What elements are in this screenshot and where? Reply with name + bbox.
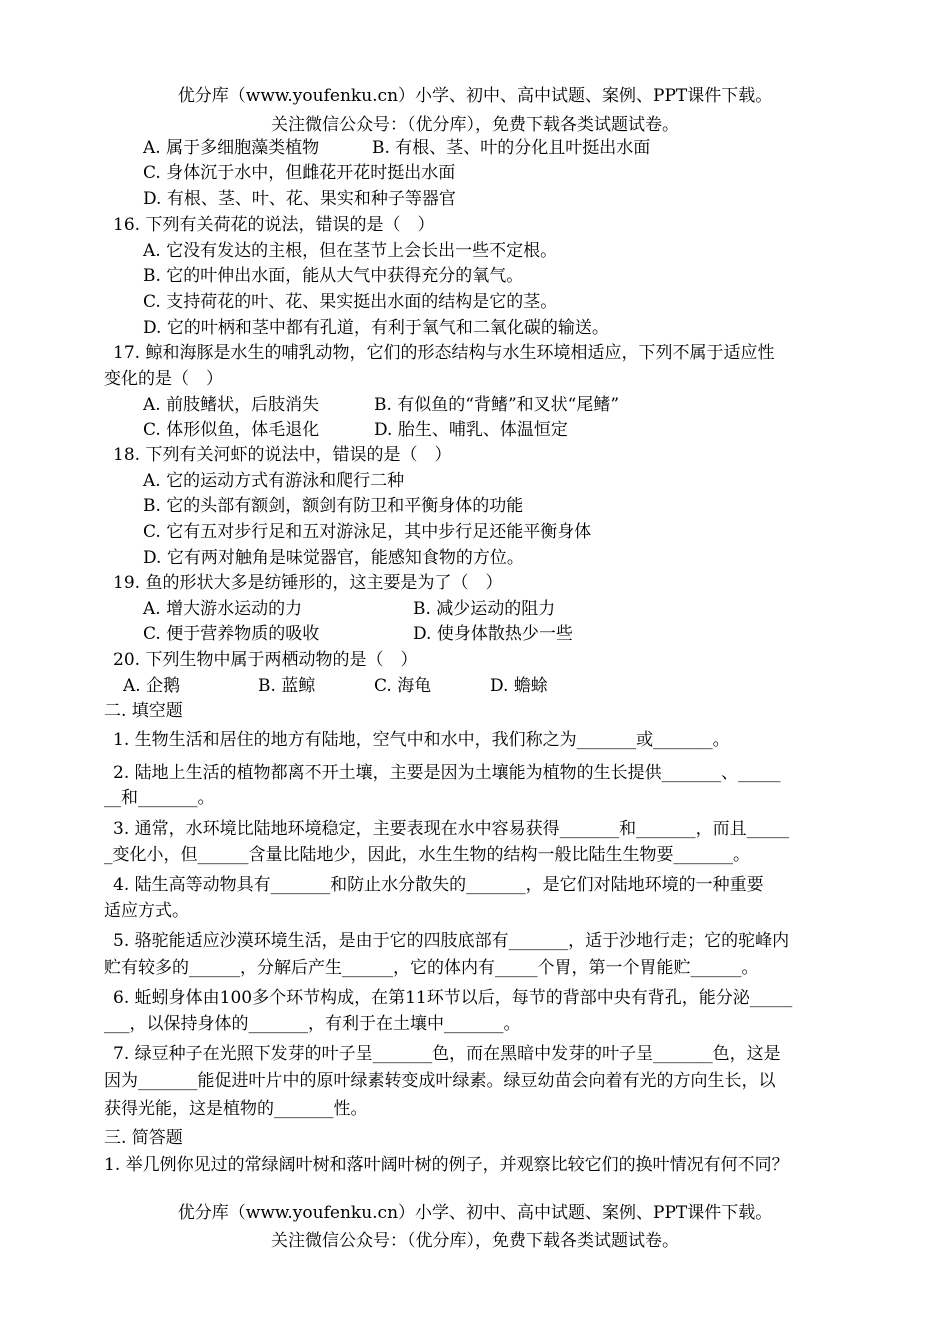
q16-option-b: B. 它的叶伸出水面，能从大气中获得充分的氧气。: [143, 266, 524, 286]
fill-7-line-3: 获得光能，这是植物的_______性。: [104, 1099, 368, 1119]
q19-option-b: B. 减少运动的阻力: [413, 599, 556, 619]
q17-option-a: A. 前肢鳍状，后肢消失: [143, 395, 320, 415]
fill-2-line-2: __和_______。: [104, 788, 215, 808]
fill-7-line-2: 因为_______能促进叶片中的原叶绿素转变成叶绿素。绿豆幼苗会向着有光的方向生长，以: [104, 1071, 776, 1091]
fill-6-line-1: 6. 蚯蚓身体由100多个环节构成，在第11环节以后，每节的背部中央有背孔，能分泌_____: [113, 988, 793, 1008]
header-line-2: 关注微信公众号：（优分库），免费下载各类试题试卷。: [271, 115, 679, 135]
q20-option-d: D. 蟾蜍: [490, 676, 548, 696]
q16-option-c: C. 支持荷花的叶、花、果实挺出水面的结构是它的茎。: [143, 292, 558, 312]
q15-option-d: D. 有根、茎、叶、花、果实和种子等器官: [143, 189, 456, 209]
fill-5-line-2: 贮有较多的______，分解后产生______，它的体内有_____个胃，第一个胃能贮______。: [104, 958, 759, 978]
q19-options-row-2: [143, 622, 573, 646]
q19-options-row-1: [143, 597, 555, 621]
q15-option-a: A. 属于多细胞藻类植物: [143, 138, 320, 158]
q20-option-c: C. 海龟: [374, 676, 432, 696]
q17-stem-line-2: 变化的是（ ）: [104, 369, 223, 389]
q15-option-c: C. 身体沉于水中，但雌花开花时挺出水面: [143, 163, 456, 183]
q18-option-b: B. 它的头部有额剑，额剑有防卫和平衡身体的功能: [143, 496, 524, 516]
fill-4-line-2: 适应方式。: [104, 901, 189, 921]
section-3-heading: 三. 简答题: [104, 1128, 183, 1148]
q18-stem: 18. 下列有关河虾的说法中，错误的是（ ）: [113, 445, 452, 465]
fill-5-line-1: 5. 骆驼能适应沙漠环境生活，是由于它的四肢底部有_______，适于沙地行走；它的驼峰内: [113, 931, 790, 951]
fill-6-line-2: ___，以保持身体的_______，有利于在土壤中_______。: [104, 1014, 521, 1034]
q17-options-row-1: [143, 393, 619, 417]
fill-3-line-2: _变化小，但______含量比陆地少，因此，水生生物的结构一般比陆生生物要_______。: [104, 845, 750, 865]
q18-option-c: C. 它有五对步行足和五对游泳足，其中步行足还能平衡身体: [143, 522, 592, 542]
fill-1: 1. 生物生活和居住的地方有陆地，空气中和水中，我们称之为_______或_______。: [113, 730, 730, 750]
fill-4-line-1: 4. 陆生高等动物具有_______和防止水分散失的_______，是它们对陆地环境的一种重要: [113, 875, 764, 895]
q16-option-d: D. 它的叶柄和茎中都有孔道，有利于氧气和二氧化碳的输送。: [143, 318, 609, 338]
q19-stem: 19. 鱼的形状大多是纺锤形的，这主要是为了（ ）: [113, 573, 503, 593]
q20-option-a: A. 企鹅: [123, 676, 181, 696]
q19-option-a: A. 增大游水运动的力: [143, 599, 303, 619]
q17-option-b: B. 有似鱼的“背鳍”和叉状“尾鳍”: [374, 395, 620, 415]
footer-line-2: 关注微信公众号：（优分库），免费下载各类试题试卷。: [271, 1231, 679, 1251]
q19-option-c: C. 便于营养物质的吸收: [143, 624, 320, 644]
q15-options-row-1: [143, 136, 650, 160]
fill-3-line-1: 3. 通常，水环境比陆地环境稳定，主要表现在水中容易获得_______和_______，而且_____: [113, 819, 790, 839]
fill-2-line-1: 2. 陆地上生活的植物都离不开土壤，主要是因为土壤能为植物的生长提供_______、_____: [113, 763, 781, 783]
short-answer-1: 1. 举几例你见过的常绿阔叶树和落叶阔叶树的例子，并观察比较它们的换叶情况有何不同？: [104, 1155, 789, 1175]
q18-option-d: D. 它有两对触角是味觉器官，能感知食物的方位。: [143, 548, 524, 568]
q15-option-b: B. 有根、茎、叶的分化且叶挺出水面: [372, 138, 651, 158]
q20-stem: 20. 下列生物中属于两栖动物的是（ ）: [113, 650, 418, 670]
q17-option-d: D. 胎生、哺乳、体温恒定: [374, 420, 568, 440]
q18-option-a: A. 它的运动方式有游泳和爬行二种: [143, 471, 405, 491]
header-line-1: 优分库（www.youfenku.cn）小学、初中、高中试题、案例、PPT课件下载。: [177, 86, 773, 106]
footer-line-1: 优分库（www.youfenku.cn）小学、初中、高中试题、案例、PPT课件下载。: [177, 1203, 773, 1223]
q19-option-d: D. 使身体散热少一些: [413, 624, 573, 644]
q16-stem: 16. 下列有关荷花的说法，错误的是（ ）: [113, 215, 435, 235]
q17-stem-line-1: 17. 鲸和海豚是水生的哺乳动物，它们的形态结构与水生环境相适应，下列不属于适应性: [113, 343, 775, 363]
q17-options-row-2: [143, 418, 568, 442]
fill-7-line-1: 7. 绿豆种子在光照下发芽的叶子呈_______色，而在黑暗中发芽的叶子呈_______色，这是: [113, 1044, 781, 1064]
section-2-heading: 二. 填空题: [104, 701, 183, 721]
q20-option-b: B. 蓝鲸: [258, 676, 316, 696]
q17-option-c: C. 体形似鱼，体毛退化: [143, 420, 320, 440]
q20-options-row: [123, 674, 548, 698]
q16-option-a: A. 它没有发达的主根，但在茎节上会长出一些不定根。: [143, 241, 558, 261]
